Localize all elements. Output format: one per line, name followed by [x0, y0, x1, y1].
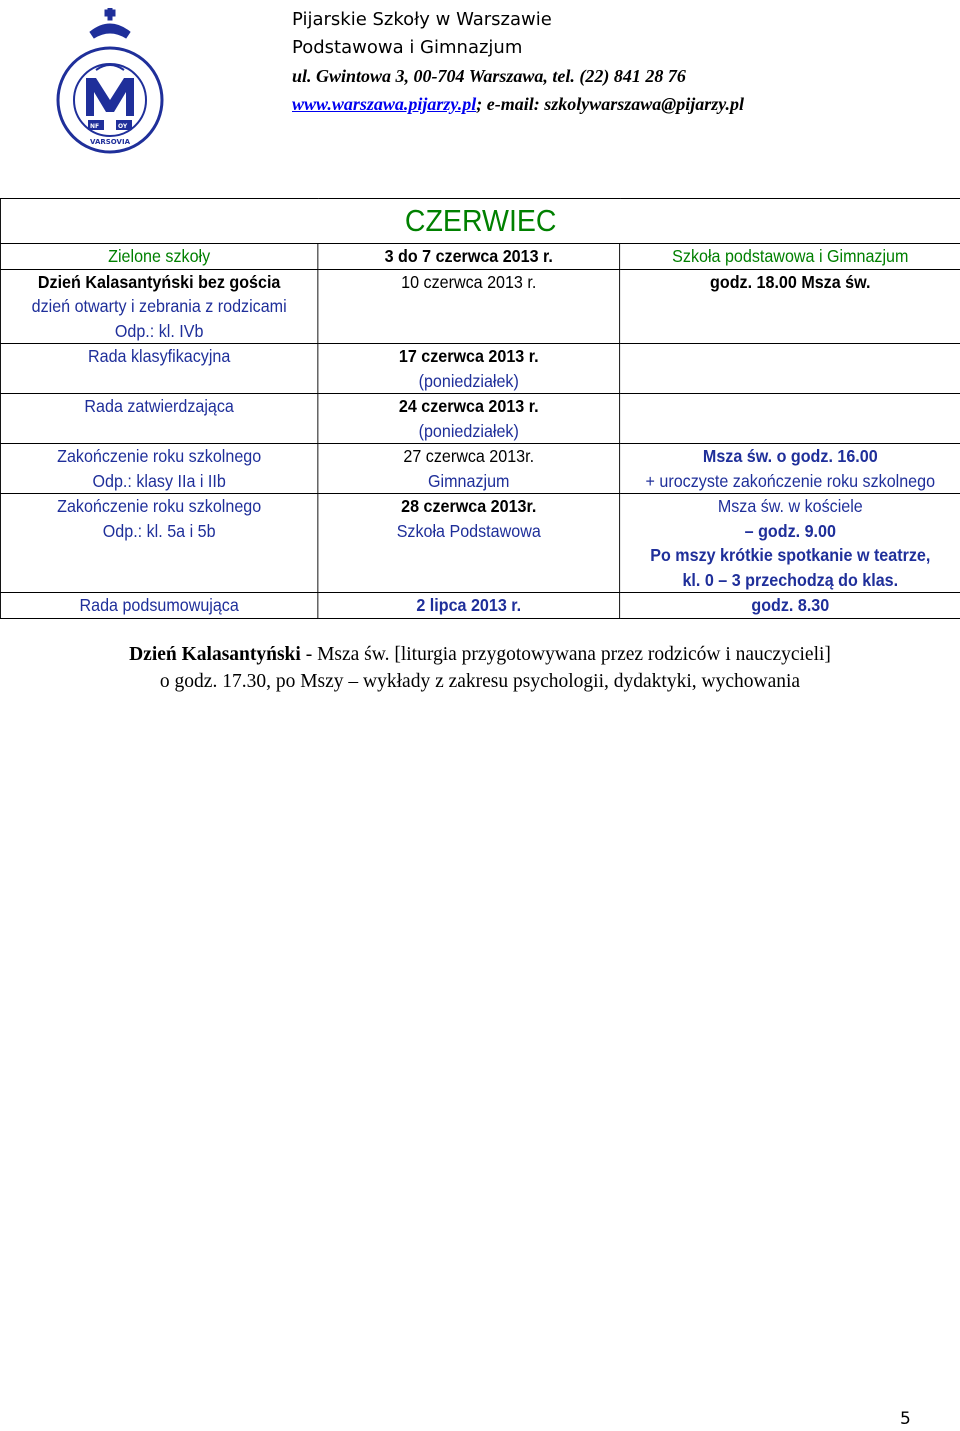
footer-rest: - Msza św. [liturgia przygotowywana przez rodziców i nauczycieli]: [300, 644, 831, 665]
event-cell: Rada zatwierdzająca: [0, 394, 317, 444]
event-title: Zakończenie roku szkolnego: [57, 446, 262, 466]
date-main: 24 czerwca 2013 r.: [398, 396, 539, 416]
date-sub: Gimnazjum: [428, 470, 510, 491]
logo-varsovia: VARSOVIA: [90, 138, 130, 146]
logo-letters-nf: NF: [90, 123, 100, 130]
info-cell: godz. 8.30: [620, 593, 960, 619]
schedule-table: [0, 198, 960, 619]
info-cell: Szkoła podstawowa i Gimnazjum: [620, 244, 960, 270]
event-responsible: Odp.: kl. IVb: [114, 320, 204, 341]
info-cell: [620, 344, 960, 394]
event-title: Dzień Kalasantyński bez gościa: [37, 271, 281, 292]
email-text: ; e-mail: szkolywarszawa@pijarzy.pl: [476, 94, 745, 114]
event-cell: [0, 444, 317, 494]
school-type: Podstawowa i Gimnazjum: [292, 37, 523, 58]
event-title: Zakończenie roku szkolnego: [57, 496, 262, 516]
event-responsible: Odp.: klasy IIa i IIb: [92, 470, 226, 491]
info-main: Msza św. w kościele: [717, 496, 863, 516]
school-crest-logo: [56, 8, 164, 160]
info-cell: [620, 394, 960, 444]
date-cell: 3 do 7 czerwca 2013 r.: [318, 244, 620, 270]
event-cell: Zielone szkoły: [0, 244, 317, 270]
table-row: [0, 494, 960, 593]
info-note-2: kl. 0 – 3 przechodzą do klas.: [682, 569, 899, 590]
table-row: [0, 344, 960, 394]
school-address: ul. Gwintowa 3, 00-704 Warszawa, tel. (22) 841 28 76: [292, 66, 686, 86]
info-note: Po mszy krótkie spotkanie w teatrze,: [650, 545, 931, 565]
footer-line-2: o godz. 17.30, po Mszy – wykłady z zakresu psychologii, dydaktyki, wychowania: [159, 671, 801, 692]
footer-line-1: [0, 641, 960, 668]
date-cell: [318, 344, 620, 394]
info-main: Msza św. o godz. 16.00: [702, 446, 878, 466]
date-cell: 10 czerwca 2013 r.: [318, 269, 620, 344]
info-sub: + uroczyste zakończenie roku szkolnego: [645, 470, 936, 491]
table-row: [0, 244, 960, 270]
table-row: [0, 444, 960, 494]
logo-letters-oy: OY: [118, 123, 128, 130]
date-cell: 2 lipca 2013 r.: [318, 593, 620, 619]
date-cell: [318, 494, 620, 593]
footer-note: [0, 641, 960, 695]
school-contact: [292, 90, 812, 118]
date-sub: (poniedziałek): [418, 420, 519, 441]
event-subtitle: dzień otwarty i zebrania z rodzicami: [31, 296, 287, 316]
date-cell: [318, 444, 620, 494]
month-title: CZERWIEC: [0, 199, 960, 244]
info-cell: godz. 18.00 Msza św.: [620, 269, 960, 344]
info-cell: [620, 444, 960, 494]
school-header: [292, 6, 812, 118]
date-cell: [318, 394, 620, 444]
page-number: 5: [900, 1409, 911, 1429]
date-main: 27 czerwca 2013r.: [403, 446, 535, 466]
table-row: [0, 593, 960, 619]
table-row: [0, 269, 960, 344]
date-sub: Szkoła Podstawowa: [396, 520, 541, 541]
date-main: 28 czerwca 2013r.: [401, 496, 537, 516]
event-cell: Rada podsumowująca: [0, 593, 317, 619]
event-cell: Rada klasyfikacyjna: [0, 344, 317, 394]
website-link[interactable]: www.warszawa.pijarzy.pl: [292, 94, 477, 114]
event-cell: [0, 494, 317, 593]
date-sub: (poniedziałek): [418, 370, 519, 391]
date-main: 17 czerwca 2013 r.: [398, 346, 539, 366]
info-cell: [620, 494, 960, 593]
info-time: – godz. 9.00: [744, 520, 836, 541]
footer-bold: Dzień Kalasantyński: [129, 644, 301, 665]
month-row: [0, 199, 960, 244]
table-row: [0, 394, 960, 444]
school-name: Pijarskie Szkoły w Warszawie: [292, 9, 552, 30]
event-responsible: Odp.: kl. 5a i 5b: [102, 520, 216, 541]
event-cell: [0, 269, 317, 344]
